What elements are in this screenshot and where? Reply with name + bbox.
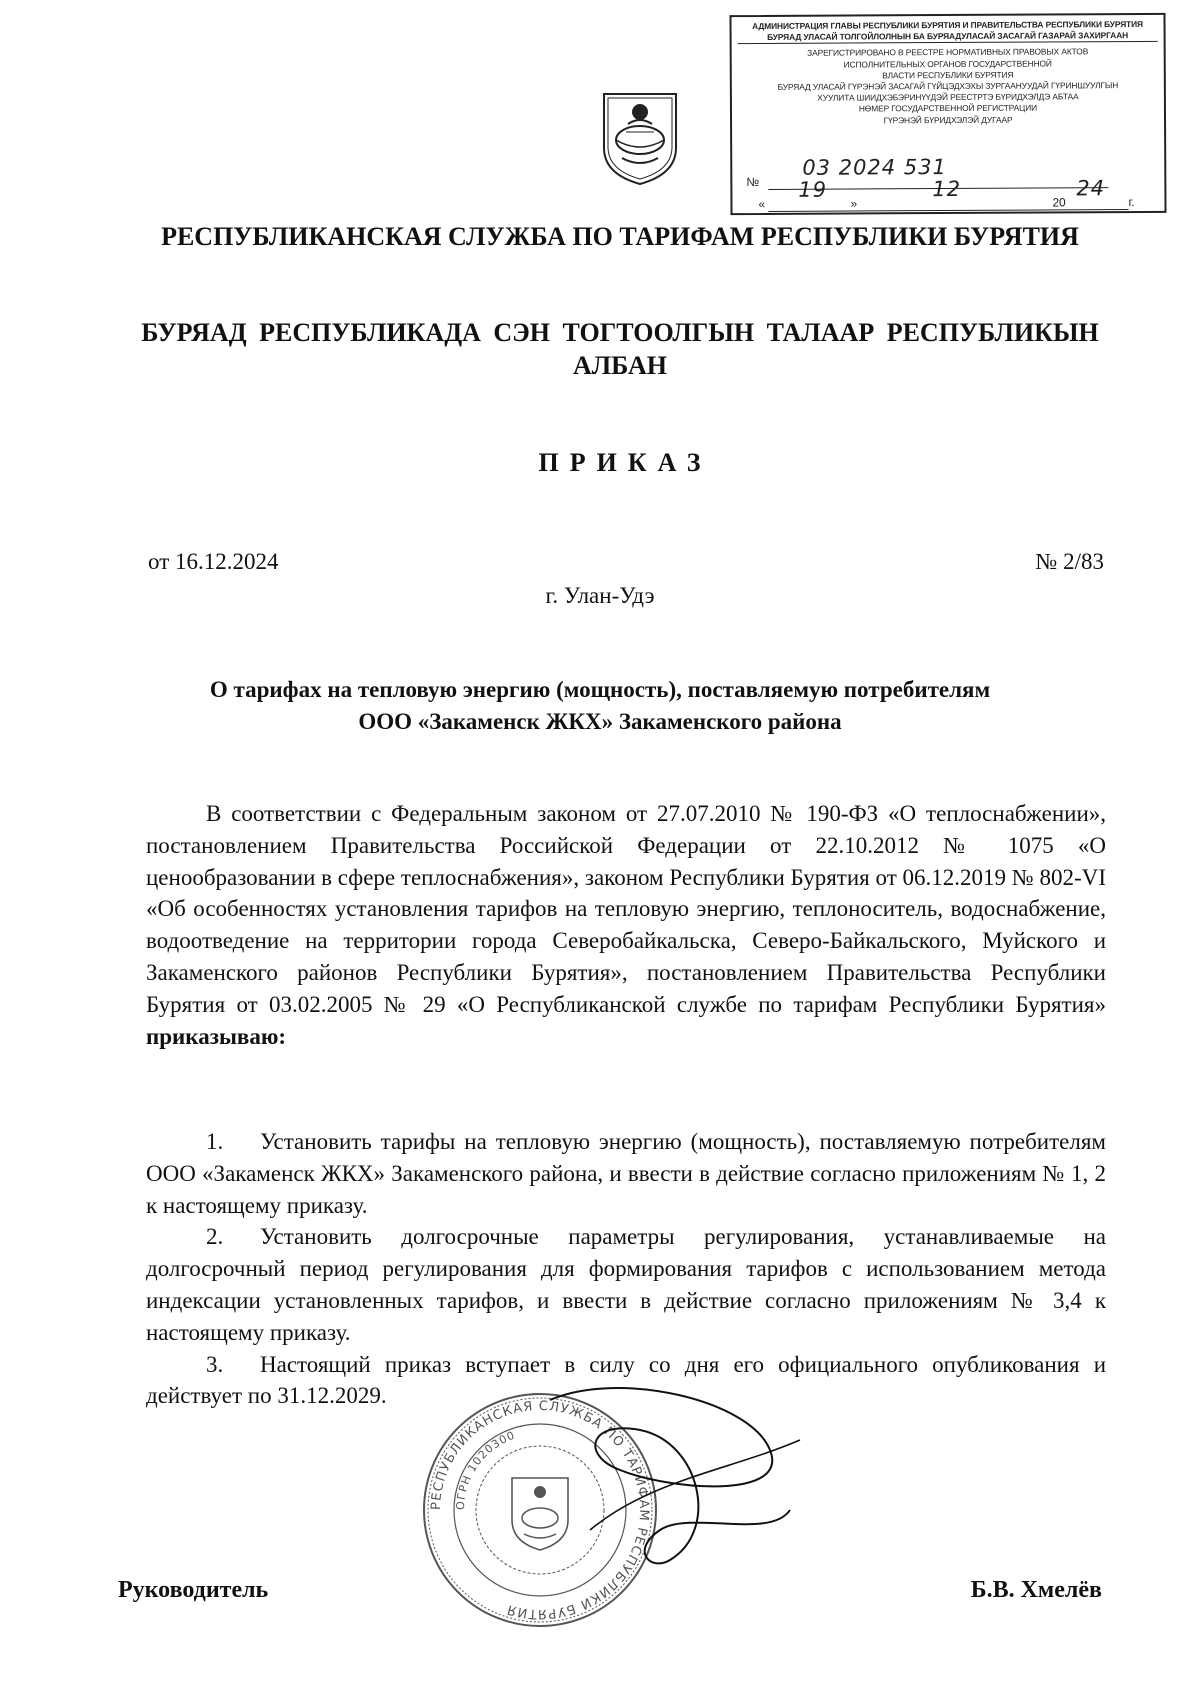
preamble-paragraph xyxy=(146,798,1106,1052)
stamp-quote-close: » xyxy=(850,196,858,211)
document-city: г. Улан-Удэ xyxy=(545,583,655,608)
signatory-role: Руководитель xyxy=(118,1577,269,1603)
stamp-registration-number: 03 2024 531 xyxy=(802,155,947,180)
seal-outer-text: РЕСПУБЛИКАНСКАЯ СЛУЖБА ПО ТАРИФАМ РЕСПУБЛИКИ БУРЯТИЯ xyxy=(428,1398,652,1622)
stamp-year-unit: г. xyxy=(1128,195,1135,210)
list-item xyxy=(146,1221,1106,1348)
document-subject: О тарифах на тепловую энергию (мощность), поставляемую потребителям ООО «Закаменск ЖКХ» Закаменского района xyxy=(209,677,991,734)
agency-title-bur: БУРЯАД РЕСПУБЛИКАДА СЭН ТОГТООЛГЫН ТАЛААР РЕСПУБЛИКЫН АЛБАН xyxy=(141,318,1099,380)
item-number: 3. xyxy=(206,1351,224,1377)
stamp-day: 19 xyxy=(798,177,828,202)
stamp-line: ЗАРЕГИСТРИРОВАНО В РЕЕСТРЕ НОРМАТИВНЫХ ПРАВОВЫХ АКТОВ xyxy=(807,46,1089,59)
stamp-line: ИСПОЛНИТЕЛЬНЫХ ОРГАНОВ ГОСУДАРСТВЕННОЙ xyxy=(843,58,1052,70)
item-text: Настоящий приказ вступает в силу со дня его официального опубликования и действует по 31.12.2029. xyxy=(146,1351,1106,1409)
seal-inner-text: ОГРН 1020300 xyxy=(453,1428,518,1511)
document-number: № 2/83 xyxy=(1035,549,1104,574)
list-item xyxy=(146,1126,1106,1221)
stamp-year-prefix: 20 xyxy=(1052,195,1066,210)
item-number: 1. xyxy=(206,1129,224,1154)
stamp-line: НӨМЕР ГОСУДАРСТВЕННОЙ РЕГИСТРАЦИИ xyxy=(858,102,1038,114)
stamp-number-label: № xyxy=(746,174,760,190)
item-text: Установить долгосрочные параметры регулирования, устанавливаемые на долгосрочный период регулирования для формирования тарифов с использованием метода индексации установленных тарифов, и ввести в действие согласно приложениям № 3,4 к настоящему приказу. xyxy=(146,1224,1106,1345)
item-number: 2. xyxy=(206,1224,224,1250)
stamp-line: ХУУЛИТА ШИИДХЭБЭРИНҮҮДЭЙ РЕЕСТРТЭ БҮРИДХЭЛДЭ АБТАА xyxy=(817,91,1079,103)
preamble-emphasis: приказываю: xyxy=(146,1023,287,1049)
registration-stamp xyxy=(729,13,1166,215)
stamp-line: БУРЯАД УЛАСАЙ ГҮРЭНЭЙ ЗАСАГАЙ ГҮЙЦЭДХЭХЫ ЗУРГААНУУДАЙ ГҮРИНШУУЛГЫН xyxy=(777,80,1119,92)
stamp-month: 12 xyxy=(932,176,962,202)
agency-title-ru: РЕСПУБЛИКАНСКАЯ СЛУЖБА ПО ТАРИФАМ РЕСПУБЛИКИ БУРЯТИЯ xyxy=(161,222,1079,251)
stamp-line: АДМИНИСТРАЦИЯ ГЛАВЫ РЕСПУБЛИКИ БУРЯТИЯ И ПРАВИТЕЛЬСТВА РЕСПУБЛИКИ БУРЯТИЯ xyxy=(752,18,1143,32)
stamp-line: ГҮРЭНЭЙ БҮРИДХЭЛЭЙ ДУГААР xyxy=(883,114,1013,125)
preamble-text: В соответствии с Федеральным законом от 27.07.2010 № 190-ФЗ «О теплоснабжении», постановлением Правительства Российской Федерации от 22.10.2012 № 1075 «О ценообразовании в сфере теплоснабжения», законом Республики Бурятия от 06.12.2019 № 802-VI «Об особенностях установления тарифов на тепловую энергию, теплоноситель, водоснабжение, водоотведение на территории города Северобайкальска, Северо-Байкальского, Муйского и Закаменского районов Республики Бурятия», постановлением Правительства Республики Бурятия от 03.02.2005 № 29 «О Республиканской службе по тарифам Республики Бурятия» xyxy=(146,801,1106,1017)
handwritten-signature xyxy=(470,1360,810,1600)
stamp-line: ВЛАСТИ РЕСПУБЛИКИ БУРЯТИЯ xyxy=(882,69,1014,81)
stamp-quote-open: « xyxy=(758,196,766,211)
stamp-line: БУРЯАД УЛАСАЙ ТОЛГОЙЛОЛНЫН БА БУРЯАДУЛАСАЙ ЗАСАГАЙ ГАЗАРАЙ ЗАХИРГААН xyxy=(738,30,1158,44)
stamp-year-suffix: 24 xyxy=(1076,176,1106,201)
signatory-name: Б.В. Хмелёв xyxy=(970,1577,1102,1603)
item-text: Установить тарифы на тепловую энергию (мощность), поставляемую потребителям ООО «Закаменск ЖКХ» Закаменского района, и ввести в действие согласно приложениям № 1, 2 к настоящему приказу. xyxy=(146,1129,1106,1218)
document-type-heading: ПРИКАЗ xyxy=(538,448,712,477)
document-date: от 16.12.2024 xyxy=(148,549,279,574)
coat-of-arms-icon xyxy=(598,88,682,186)
